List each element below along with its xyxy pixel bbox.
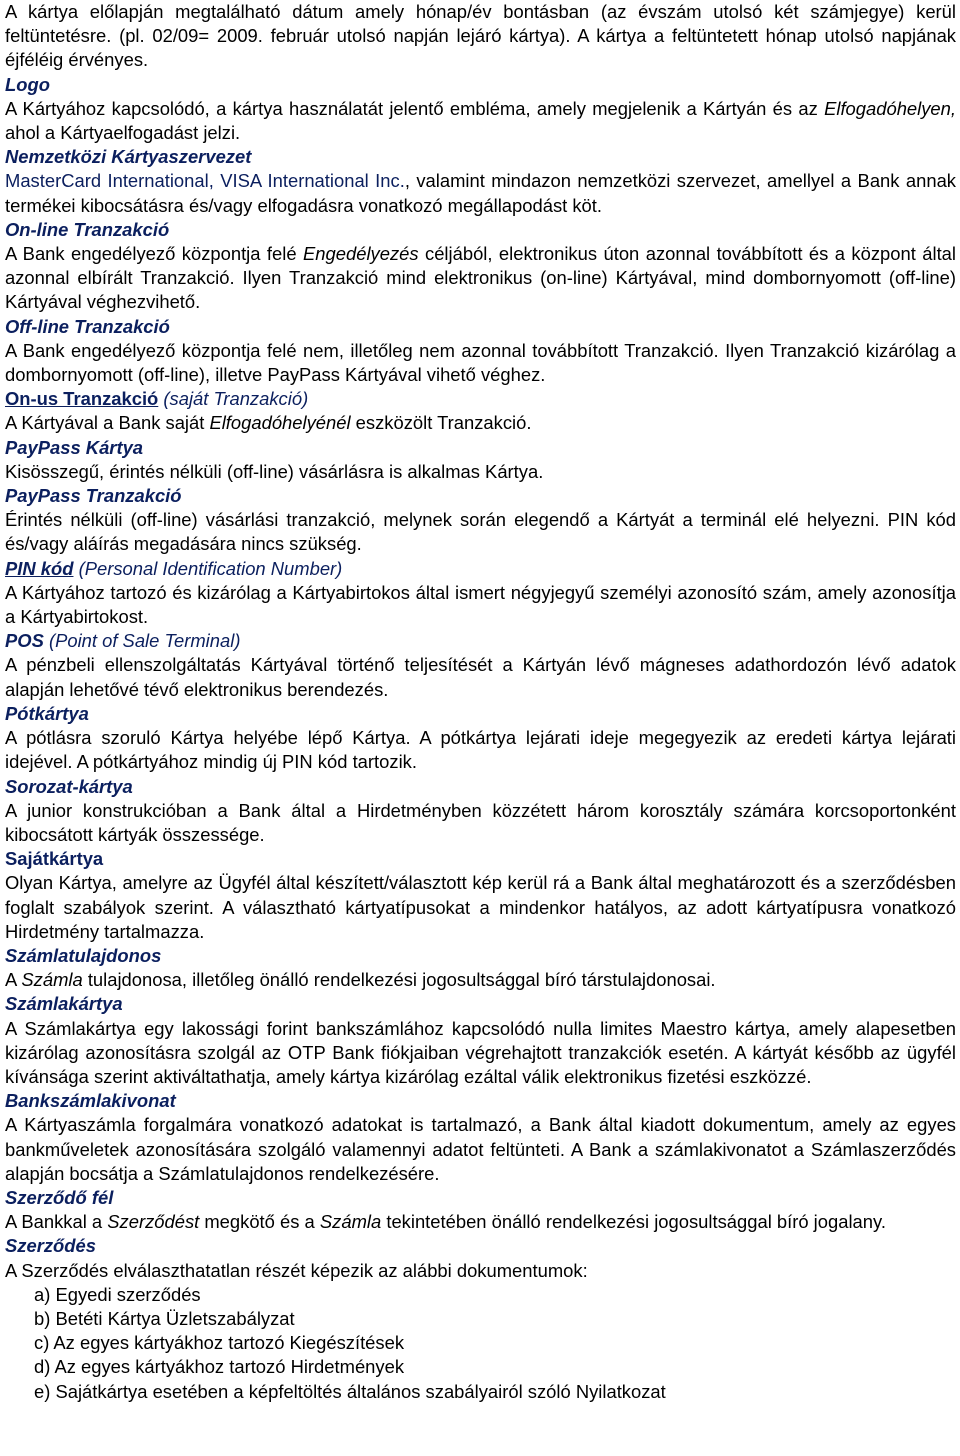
definition-szerzodes: A Szerződés elválaszthatatlan részét képezik az alábbi dokumentumok:	[5, 1259, 588, 1281]
list-item: c) Az egyes kártyákhoz tartozó Kiegészítések	[34, 1332, 405, 1354]
entry-pin	[5, 557, 956, 630]
term-szerzodes: Szerződés	[5, 1235, 96, 1257]
definition-text: A Kártyával a Bank saját	[5, 412, 210, 434]
term-szamlatulajdonos: Számlatulajdonos	[5, 944, 162, 966]
definition-offline: A Bank engedélyező központja felé nem, illetőleg nem azonnal továbbított Tranzakció. Ilyen Tranzakció kizárólag a dombornyomott (off-line), illetve PayPass Kártyával vihető véghez.	[5, 339, 956, 386]
definition-italic: Elfogadóhelyénél	[209, 412, 351, 434]
document-list	[5, 1283, 956, 1404]
definition-logo	[5, 97, 956, 145]
definition-onus	[5, 411, 956, 435]
entry-logo	[5, 73, 956, 146]
definition-text: megkötő és a	[199, 1211, 320, 1233]
definition-potkartya: A pótlásra szoruló Kártya helyébe lépő Kártya. A pótkártya lejárati ideje megegyezik az eredeti kártya lejárati idejével. A pótkártyához mindig új PIN kód tartozik.	[5, 727, 956, 773]
definition-szamlatulajdonos	[5, 968, 956, 992]
term-nemzetkozi: Nemzetközi Kártyaszervezet	[5, 146, 252, 168]
definition-bankszamlakivonat: A Kártyaszámla forgalmára vonatkozó adatokat is tartalmazó, a Bank által kiadott dokumentum, amely az egyes bankműveletek azonosítására szolgáló valamennyi adatot feltünteti. A Bank a számlakivonatot a Számlaszerződés alapján bocsátja a Számlatulajdonos rendelkezésére.	[5, 1114, 956, 1184]
definition-sajatkartya: Olyan Kártya, amelyre az Ügyfél által készített/választott kép kerül rá a Bank által meghatározott és a szerződésben foglalt szabályok szerint. A választható kártyatípusokat a mindenkor hatályos, az adott kártyatípusra vonatkozó Hirdetmény tartalmazza.	[5, 872, 956, 942]
definition-text: eszközölt Tranzakció.	[350, 412, 532, 434]
term-pos: POS	[5, 630, 44, 652]
term-sajatkartya: Sajátkártya	[5, 848, 104, 870]
term-online: On-line Tranzakció	[5, 218, 170, 240]
term-pin-line	[5, 557, 956, 581]
term-szerzodo-fel: Szerződő fél	[5, 1186, 114, 1208]
entry-potkartya	[5, 702, 956, 775]
term-pin: PIN kód	[5, 557, 74, 579]
definition-text: A	[5, 969, 22, 991]
definition-italic: Szerződést	[107, 1211, 200, 1233]
definition-szerzodo-fel	[5, 1210, 956, 1234]
entry-online	[5, 218, 956, 315]
term-pin-subtitle: (Personal Identification Number)	[73, 557, 343, 579]
definition-italic: Engedélyezés	[303, 243, 419, 265]
entry-sorozat	[5, 775, 956, 848]
definition-text: A Bankkal a	[5, 1211, 108, 1233]
term-pos-line	[5, 629, 956, 653]
entry-paypass-tranzakcio	[5, 484, 956, 557]
term-logo: Logo	[5, 73, 50, 95]
intro-paragraph: A kártya előlapján megtalálható dátum amely hónap/év bontásban (az évszám utolsó két számjegye) kerül feltüntetésre. (pl. 02/09= 2009. február utolsó napján lejáró kártya). A kártya a feltüntetett hónap utolsó napjának éjféléig érvényes.	[5, 1, 956, 71]
definition-text: tekintetében önálló rendelkezési jogosultsággal bíró jogalany.	[381, 1211, 886, 1233]
term-pos-subtitle: (Point of Sale Terminal)	[43, 630, 241, 652]
definition-pin: A Kártyához tartozó és kizárólag a Kártyabirtokos által ismert négyjegyű személyi azonosító szám, amely azonosítja a Kártyabirtokost.	[5, 581, 956, 628]
term-onus: On-us Tranzakció	[5, 388, 159, 410]
definition-paypass-kartya: Kisösszegű, érintés nélküli (off-line) vásárlásra is alkalmas Kártya.	[5, 460, 544, 482]
definition-online	[5, 242, 956, 315]
entry-szamlatulajdonos	[5, 944, 956, 992]
definition-highlight: MasterCard International, VISA International Inc.	[5, 170, 405, 192]
definition-nemzetkozi	[5, 169, 956, 217]
definition-pos: A pénzbeli ellenszolgáltatás Kártyával történő teljesítését a Kártyán lévő mágneses adathordozón lévő adatok alapján lehetővé tévő elektronikus berendezés.	[5, 654, 956, 700]
term-szamlakartya: Számlakártya	[5, 993, 123, 1015]
definition-paypass-tranzakcio: Érintés nélküli (off-line) vásárlási tranzakció, melynek során elegendő a Kártyát a terminál elé helyezni. PIN kód és/vagy aláírás megadására nincs szükség.	[5, 509, 956, 555]
entry-pos	[5, 629, 956, 702]
definition-szamlakartya: A Számlakártya egy lakossági forint bankszámlához kapcsolódó nulla limites Maestro kártya, amely alapesetben kizárólag azonosításra szolgál az OTP Bank fiókjaiban végrehajtott tranzakciók esetén. A kártyát később az ügyfél kívánsága szerint aktiváltathatja, amely kártya kizárólag ezáltal válik elektronikus fizetési eszközzé.	[5, 1017, 956, 1087]
term-onus-subtitle: (saját Tranzakció)	[158, 388, 309, 410]
term-paypass-kartya: PayPass Kártya	[5, 436, 144, 458]
entry-sajatkartya	[5, 847, 956, 944]
entry-szerzodo-fel	[5, 1186, 956, 1234]
list-item: e) Sajátkártya esetében a képfeltöltés általános szabályairól szóló Nyilatkozat	[34, 1380, 666, 1402]
entry-onus	[5, 387, 956, 435]
definition-italic: Számla	[21, 969, 83, 991]
term-potkartya: Pótkártya	[5, 702, 89, 724]
definition-text: tulajdonosa, illetőleg önálló rendelkezési jogosultsággal bíró társtulajdonosai.	[82, 969, 716, 991]
definition-text: ahol a Kártyaelfogadást jelzi.	[5, 122, 241, 144]
entry-paypass-kartya	[5, 436, 956, 484]
term-onus-line	[5, 387, 956, 411]
term-bankszamlakivonat: Bankszámlakivonat	[5, 1090, 176, 1112]
definition-text: A Bank engedélyező központja felé	[5, 243, 304, 265]
list-item: b) Betéti Kártya Üzletszabályzat	[34, 1307, 295, 1329]
definition-italic: Számla	[319, 1211, 382, 1233]
term-offline: Off-line Tranzakció	[5, 315, 170, 337]
entry-szamlakartya	[5, 992, 956, 1089]
definition-text: A Kártyához kapcsolódó, a kártya használatát jelentő embléma, amely megjelenik a Kártyán és az	[5, 97, 825, 119]
entry-offline	[5, 315, 956, 388]
entry-nemzetkozi	[5, 145, 956, 218]
definition-sorozat: A junior konstrukcióban a Bank által a Hirdetményben közzétett három korosztály számára korcsoportonként kibocsátott kártyák összessége.	[5, 799, 956, 845]
entry-bankszamlakivonat	[5, 1089, 956, 1186]
list-item: d) Az egyes kártyákhoz tartozó Hirdetmények	[34, 1356, 405, 1378]
definition-text: céljából, elektronikus úton azonnal továbbított és a központ által azonnal elbírált Tranzakció. Ilyen Tranzakció mind elektronikus (on-line) Kártyával, mind dombornyomott (off-line) Kártyával véghezvihető.	[5, 243, 956, 313]
definition-italic: Elfogadóhelyen,	[824, 97, 956, 119]
entry-szerzodes	[5, 1234, 956, 1403]
list-item: a) Egyedi szerződés	[34, 1283, 201, 1305]
term-paypass-tranzakcio: PayPass Tranzakció	[5, 485, 182, 507]
definition-text: , valamint mindazon nemzetközi szervezet, amellyel a Bank annak termékei kibocsátásra és/vagy elfogadásra vonatkozó megállapodást köt.	[5, 170, 956, 216]
term-sorozat: Sorozat-kártya	[5, 775, 133, 797]
